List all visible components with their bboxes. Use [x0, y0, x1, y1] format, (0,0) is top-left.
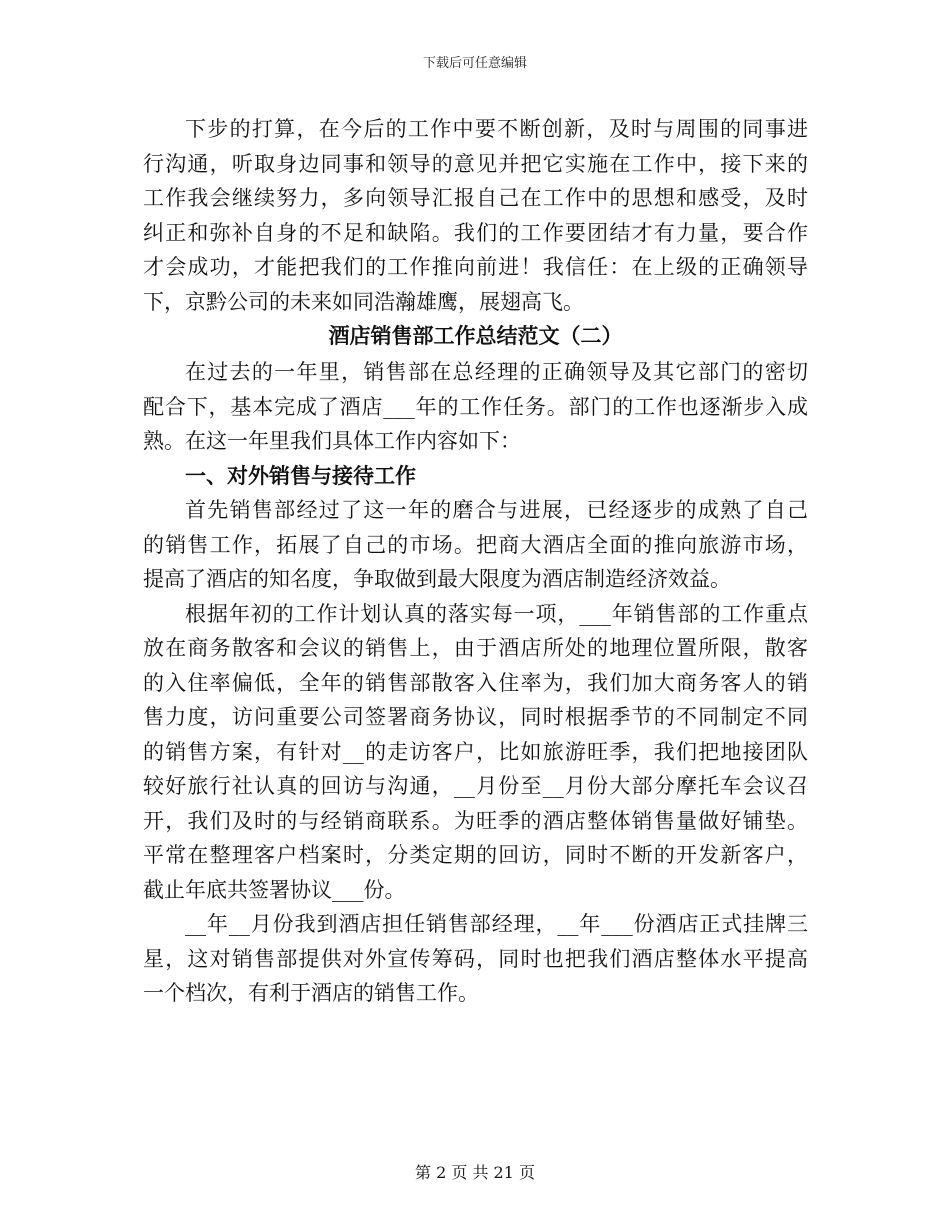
paragraph-line: 纠正和弥补自身的不足和缺陷。我们的工作要团结才有力量，要合作 [143, 220, 808, 245]
paragraph-line: 的入住率偏低，全年的销售部散客入住率为，我们加大商务客人的销 [143, 670, 808, 695]
paragraph-line: 才会成功，才能把我们的工作推向前进！我信任：在上级的正确领导 [143, 255, 808, 279]
paragraph-line: 配合下，基本完成了酒店___年的工作任务。部门的工作也逐渐步入成 [143, 394, 808, 419]
section-title: 酒店销售部工作总结范文（二） [328, 323, 623, 348]
paragraph-line: 星，这对销售部提供对外宣传筹码，同时也把我们酒店整体水平提高 [143, 946, 808, 971]
paragraph-line: 的销售工作，拓展了自己的市场。把商大酒店全面的推向旅游市场， [143, 532, 808, 557]
paragraph-line: 下，京黔公司的未来如同浩瀚雄鹰，展翅高飞。 [143, 289, 584, 314]
document-body [143, 112, 808, 1011]
paragraph-line: 提高了酒店的知名度，争取做到最大限度为酒店制造经济效益。 [143, 567, 731, 591]
paragraph-line: 一个档次，有利于酒店的销售工作。 [143, 981, 479, 1005]
paragraph-line: 在过去的一年里，销售部在总经理的正确领导及其它部门的密切 [185, 360, 808, 384]
paragraph-line: 工作我会继续努力，多向领导汇报自己在工作中的思想和感受，及时 [143, 186, 808, 210]
paragraph-line: 开，我们及时的与经销商联系。为旺季的酒店整体销售量做好铺垫。 [143, 808, 808, 833]
subsection-heading: 一、对外销售与接待工作 [185, 462, 416, 488]
paragraph-line: 的销售方案，有针对__的走访客户，比如旅游旺季，我们把地接团队 [143, 739, 808, 764]
paragraph-line: 较好旅行社认真的回访与沟通，__月份至__月份大部分摩托车会议召 [143, 774, 808, 798]
paragraph-line: 下步的打算，在今后的工作中要不断创新，及时与周围的同事进 [185, 117, 808, 141]
paragraph-line: __年__月份我到酒店担任销售部经理，__年___份酒店正式挂牌三 [185, 912, 808, 936]
paragraph-line: 平常在整理客户档案时，分类定期的回访，同时不断的开发新客户， [143, 843, 808, 867]
paragraph-line: 售力度，访问重要公司签署商务协议，同时根据季节的不同制定不同 [143, 705, 808, 729]
paragraph-line: 熟。在这一年里我们具体工作内容如下： [143, 429, 521, 453]
paragraph-line: 放在商务散客和会议的销售上，由于酒店所处的地理位置所限，散客 [143, 636, 808, 660]
paragraph-line: 首先销售部经过了这一年的磨合与进展，已经逐步的成熟了自己 [185, 498, 808, 522]
page-header: 下载后可任意编辑 [422, 56, 527, 71]
paragraph-line: 截止年底共签署协议___份。 [143, 877, 406, 902]
page-footer: 第 2 页 共 21 页 [415, 1163, 535, 1182]
paragraph-line: 根据年初的工作计划认真的落实每一项，___年销售部的工作重点 [185, 601, 808, 626]
paragraph-line: 行沟通，听取身边同事和领导的意见并把它实施在工作中，接下来的 [143, 151, 808, 176]
